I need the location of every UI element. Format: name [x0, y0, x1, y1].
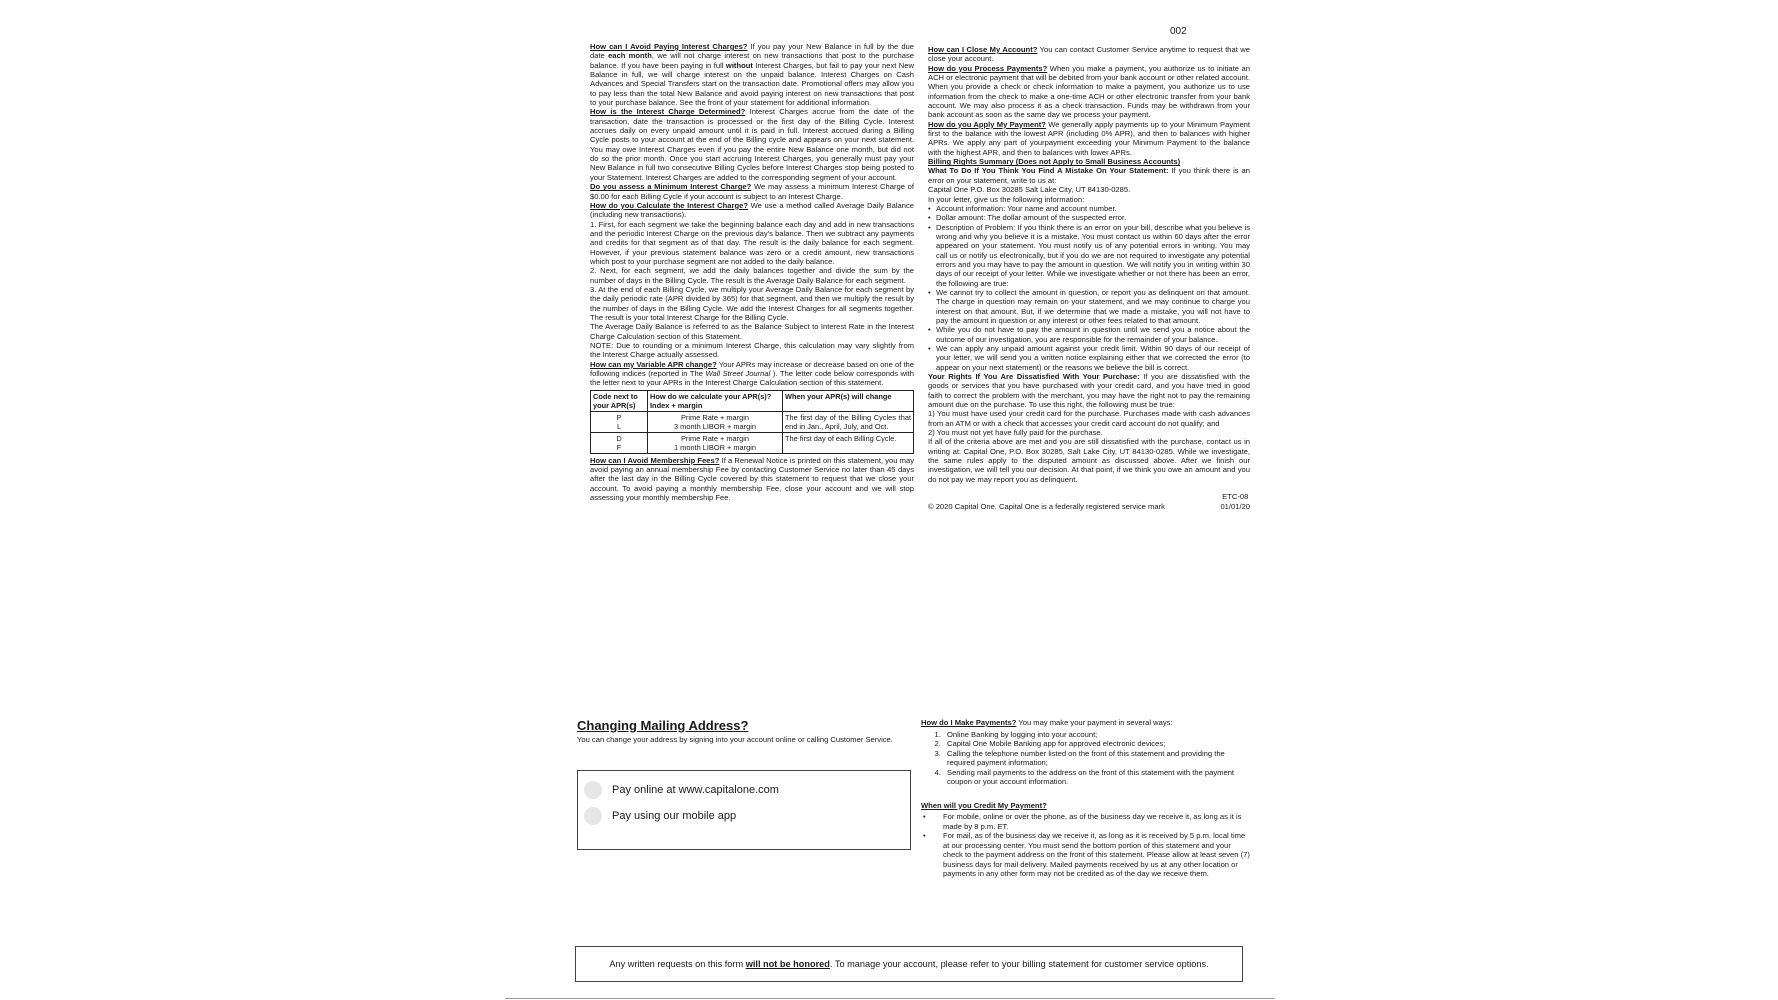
membership-heading: How can I Avoid Membership Fees?	[590, 455, 720, 465]
notice-box	[575, 946, 1243, 982]
apr-header-code: Code next to your APR(s)	[591, 390, 648, 411]
left-column	[590, 42, 914, 502]
right-column	[928, 45, 1250, 511]
list-item: • Dollar amount: The dollar amount of the suspected error.	[928, 213, 1250, 222]
give-info-text: In your letter, give us the following information:	[928, 194, 1085, 204]
mailing-address-section	[577, 718, 917, 745]
process-payments-heading: How do you Process Payments?	[928, 63, 1048, 73]
mailing-address-text: Capital One P.O. Box 30285 Salt Lake City, UT 84130-0285.	[928, 185, 1131, 195]
avoid-interest-section: How can I Avoid Paying Interest Charges? If you pay your New Balance in full by the due date each month, we will not charge interest on new transactions that post to the purchase balance. If you have been paying in full without Interest Charges, but fail to pay your next New Balance in full, we will charge interest on the unpaid balance. Interest Charges on Cash Advances and Special Transfers start on the transaction date. Promotional offers may allow you to pay less than the total New Balance and avoid paying interest on new transactions that post to your purchase balance. See the front of your statement for additional information.	[590, 42, 915, 108]
pay-online-option[interactable]	[584, 781, 910, 799]
apply-payment-heading: How do you Apply My Payment?	[928, 119, 1046, 129]
list-item: • While you do not have to pay the amount in question until we send you a notice about the outcome of our investigation, you are responsible for the remainder of your balance.	[928, 325, 1250, 344]
etc-code-block: ETC-08 01/01/20	[1220, 492, 1250, 511]
list-item: 1. Online Banking by logging into your account;	[943, 730, 1251, 740]
list-item: • Description of Problem: If you think there is an error on your bill, describe what you believe is wrong and why you believe it is a mistake. You must contact us within 60 days after the error appeared on your statement. You must notify us of any potential errors in writing. You may call us or notify us electronically, but if you do we are not required to investigate any potential errors and you may have to pay the amount in question. We will notify you in writing within 30 days of our receipt of your letter. While we investigate whether or not there has been an error, the following are true:	[928, 223, 1250, 288]
payment-options-box	[577, 770, 911, 850]
dissatisfied-closing: If all of the criteria above are met and you are still dissatisfied with the purchase, contact us in writing at: Capital One, P.O. Box 30285, Salt Lake City, UT 84130-0285. While we investigate, the same rules apply to the disputed amount as discussed above. After we finish our investigation, we will tell you our decision. At that point, if we think you owe an amount and you do not pay we may report you as delinquent.	[928, 437, 1250, 484]
payments-section: How do I Make Payments? You may make your payment in several ways: 1. Online Banking by logging into your account; 2. Capital One Mobile Banking app for approved electronic devices; 3. Calling the telephone number listed on the front of this statement and providing the required payment information; 4. Sending mail payments to the address on the front of this statement with the payment coupon or your account information. When will you Credit My Payment? • For mobile, online or over the phone, as of the business day we receive it, as long as it is made by 8 p.m. ET. • For mail, as of the business day we receive it, as long as it is received by 5 p.m. local time at our processing center. You must send the bottom portion of this statement and your check to the payment address on the front of this statement. Please allow at least seven (7) business days for mail delivery. Mailed payments received by us at any other location or payments in any other form may not be credited as of the day we receive them.	[921, 718, 1251, 879]
page-bottom-divider	[505, 998, 1275, 999]
mailing-title: Changing Mailing Address?	[577, 718, 749, 733]
mailing-description: You can change your address by signing into your account online or calling Customer Service.	[577, 735, 893, 744]
mistake-heading: What To Do If You Think You Find A Mistake On Your Statement:	[928, 166, 1169, 176]
make-payments-heading: How do I Make Payments?	[921, 718, 1017, 727]
billing-rights-list	[928, 204, 1250, 372]
variable-apr-section: How can my Variable APR change? Your APRs may increase or decrease based on one of the following indices (reported in The Wall Street Journal ). The letter code below corresponds with the letter next to your APRs in the Interest Charge Calculation section of this statement.	[590, 359, 915, 388]
apr-header-calc: How do we calculate your APR(s)? Index + margin	[648, 390, 783, 411]
pay-online-label: Pay online at www.capitalone.com	[612, 784, 779, 796]
minimum-heading: Do you assess a Minimum Interest Charge?	[590, 182, 752, 192]
credit-payment-heading: When will you Credit My Payment?	[921, 800, 1047, 810]
calc-step-2: 2. Next, for each segment, we add the daily balances together and divide the sum by the number of days in the Billing Cycle. The result is the Average Daily Balance for each segment.	[590, 266, 914, 285]
dissatisfied-section: Your Rights If You Are Dissatisfied With Your Purchase: If you are dissatisfied with the goods or services that you have purchased with your credit card, and you have tried in good faith to correct the problem with the merchant, you may have the right not to pay the remaining amount due on the purchase. To use this right, the following must be true:	[928, 372, 1250, 410]
list-item: • For mail, as of the business day we receive it, as long as it is received by 5 p.m. local time at our processing center. You must send the bottom portion of this statement and your check to the payment address on the front of this statement. Please allow at least seven (7) business days for mail delivery. Mailed payments received by us at any other location or payments in any other form may not be credited as of the day we receive them.	[943, 831, 1251, 879]
determined-heading: How is the Interest Charge Determined?	[590, 107, 746, 117]
membership-section: How can I Avoid Membership Fees? If a Renewal Notice is printed on this statement, you may avoid paying an annual membership Fee by contacting Customer Service no later than 45 days after the last day in the Billing Cycle covered by this statement to request that we close your account. To avoid paying a monthly membership Fee, close your account and we will stop assessing your monthly membership Fee.	[590, 455, 915, 503]
close-account-section: How can I Close My Account? You can contact Customer Service anytime to request that we close your account.	[928, 45, 1250, 64]
radio-circle-icon[interactable]	[584, 781, 602, 799]
list-item: • We cannot try to collect the amount in question, or report you as delinquent on that amount. The charge in question may remain on your statement, and we may continue to charge you interest on that amount. But, if we determine that we made a mistake, you will not have to pay the amount in question or any interest or other fees related to that amount.	[928, 288, 1250, 325]
close-account-heading: How can I Close My Account?	[928, 45, 1038, 54]
apr-header-when: When your APR(s) will change	[783, 390, 914, 411]
pay-mobile-label: Pay using our mobile app	[612, 810, 737, 822]
process-payments-section: How do you Process Payments? When you make a payment, you authorize us to initiate an ACH or electronic payment that will be debited from your bank account or other related account. When you provide a check or check information to make a payment, you authorize us to use information from the check to make a one-time ACH or other electronic transfer from your bank account. We may also process it as a check transaction. Funds may be withdrawn from your bank account as soon as the same day we process your payment.	[928, 63, 1250, 120]
dissatisfied-heading: Your Rights If You Are Dissatisfied With Your Purchase:	[928, 372, 1140, 382]
calc-step-1: 1. First, for each segment we take the beginning balance each day and add in new transactions and the periodic Interest Charge on the previous day's balance. Then we subtract any payments and credits for that segment as of that day. The result is the daily balance for each segment. However, if your previous statement balance was zero or a credit amount, new transactions which post to your purchase segment are not added to the daily balance.	[590, 219, 914, 266]
variable-apr-heading: How can my Variable APR change?	[590, 359, 717, 369]
mistake-section: What To Do If You Think You Find A Mistake On Your Statement: If you think there is an error on your statement, write to us at:	[928, 166, 1250, 185]
notice-text: Any written requests on this form will not be honored. To manage your account, please refer to your billing statement for customer service options.	[609, 959, 1209, 969]
rounding-note: NOTE: Due to rounding or a minimum Interest Charge, this calculation may vary slightly from the Interest Charge actually assessed.	[590, 341, 914, 360]
list-item: 2. Capital One Mobile Banking app for approved electronic devices;	[943, 739, 1251, 749]
table-row: D F Prime Rate + margin 1 month LIBOR + margin The first day of each Billing Cycle.	[591, 432, 914, 453]
adb-note: The Average Daily Balance is referred to as the Balance Subject to Interest Rate in the Interest Charge Calculation section of this Statement.	[590, 322, 914, 341]
radio-circle-icon[interactable]	[584, 807, 602, 825]
payment-ways-list	[921, 730, 1251, 787]
determined-section: How is the Interest Charge Determined? Interest Charges accrue from the date of the transaction, date the transaction is processed or the first day of the Billing Cycle. Interest accrues daily on every unpaid amount until it is paid in full. Interest accrued during a Billing Cycle posts to your account at the end of the Billing cycle and appears on your next statement. You may owe Interest Charges even if you pay the entire New Balance one month, but did not do so the prior month. Once you start accruing Interest Charges, you generally must pay your New Balance in full two consecutive Billing Cycles before Interest Charges stop being posted to your Statement. Interest Charges are added to the corresponding segment of your account.	[590, 107, 914, 182]
list-item: 4. Sending mail payments to the address on the front of this statement with the payment coupon or your account information.	[943, 768, 1251, 787]
list-item: 3. Calling the telephone number listed on the front of this statement and providing the required payment information;	[943, 749, 1251, 768]
apr-table	[590, 390, 914, 454]
table-row: P L Prime Rate + margin 3 month LIBOR + margin The first day of the Billing Cycles that end in Jan., April, July, and Oct.	[591, 411, 914, 432]
condition-2: 2) You must not yet have fully paid for the purchase.	[928, 428, 1103, 438]
condition-1: 1) You must have used your credit card for the purchase. Purchases made with cash advances from an ATM or with a check that accesses your credit card account do not qualify; and	[928, 409, 1250, 428]
credit-payment-list	[921, 812, 1251, 879]
list-item: • For mobile, online or over the phone, as of the business day we receive it, as long as it is made by 8 p.m. ET.	[943, 812, 1251, 831]
calculate-heading: How do you Calculate the Interest Charge?	[590, 200, 748, 210]
pay-mobile-option[interactable]	[584, 807, 910, 825]
copyright-text: © 2020 Capital One. Capital One is a federally registered service mark	[928, 501, 1165, 511]
avoid-interest-heading: How can I Avoid Paying Interest Charges?	[590, 42, 748, 51]
list-item: • We can apply any unpaid amount against your credit limit. Within 90 days of our receipt of your letter, we will send you a written notice explaining either that we corrected the error (to appear on your next statement) or the reasons we believe the bill is correct.	[928, 344, 1250, 372]
copyright-row	[928, 492, 1250, 511]
page-number: 002	[1170, 26, 1187, 37]
list-item: • Account information: Your name and account number.	[928, 204, 1250, 213]
calculate-section: How do you Calculate the Interest Charge? We use a method called Average Daily Balance (including new transactions).	[590, 200, 914, 220]
calc-step-3: 3. At the end of each Billing Cycle, we multiply your Average Daily Balance for each segment by the daily periodic rate (APR divided by 365) for that segment, and then we multiply the result by the number of days in the Billing Cycle. We add the Interest Charges for all segments together. The result is your total Interest Charge for the Billing Cycle.	[590, 284, 914, 322]
apply-payment-section: How do you Apply My Payment? We generally apply payments up to your Minimum Payment first to the balance with the lowest APR (including 0% APR), and then to balances with higher APRs. We apply any part of yourpayment exceeding your Minimum Payment to the balance with the highest APR, and then to balances with lower APRs.	[928, 119, 1250, 157]
billing-rights-heading: Billing Rights Summary (Does not Apply to Small Business Accounts)	[928, 157, 1181, 167]
minimum-section: Do you assess a Minimum Interest Charge? We may assess a minimum Interest Charge of $0.00 for each Billing Cycle if your account is subject to an Interest Charge.	[590, 182, 914, 201]
